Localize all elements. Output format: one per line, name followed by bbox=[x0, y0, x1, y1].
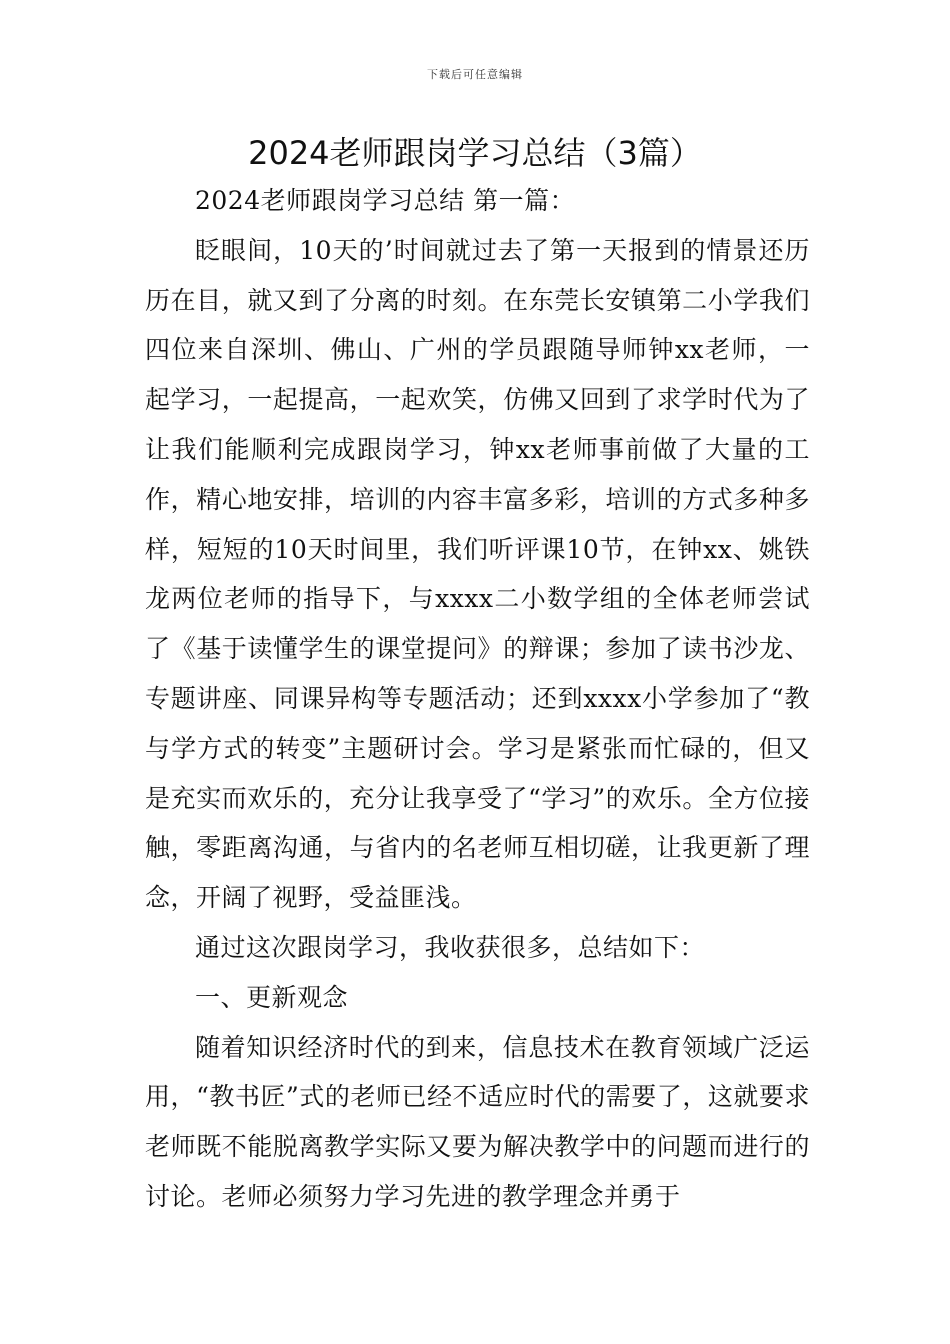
section-paragraph: 随着知识经济时代的到来，信息技术在教育领域广泛运用，“教书匠”式的老师已经不适应时代的需要了，这就要求老师既不能脱离教学实际又要为解决教学中的问题而进行的讨论。老师必须努力学习先进的教学理念并勇于 bbox=[145, 1032, 810, 1211]
paragraph-1: 眨眼间，10天的’时间就过去了第一天报到的情景还历历在目，就又到了分离的时刻。在东莞长安镇第二小学我们四位来自深圳、佛山、广州的学员跟随导师钟xx老师，一起学习，一起提高，一起欢笑，仿佛又回到了求学时代为了让我们能顺利完成跟岗学习，钟xx老师事前做了大量的工作，精心地安排，培训的内容丰富多彩，培训的方式多种多样，短短的10天时间里，我们听评课10节，在钟xx、姚铁龙两位老师的指导下，与xxxx二小数学组的全体老师尝试了《基于读懂学生的课堂提问》的辩课；参加了读书沙龙、专题讲座、同课异构等专题活动；还到xxxx小学参加了“教与学方式的转变”主题研讨会。学习是紧张而忙碌的，但又是充实而欢乐的，充分让我享受了“学习”的欢乐。全方位接触，零距离沟通，与省内的名老师互相切磋，让我更新了理念，开阔了视野，受益匪浅。 bbox=[145, 235, 810, 913]
subtitle-line: 2024老师跟岗学习总结 第一篇： bbox=[195, 186, 576, 215]
document-title: 2024老师跟岗学习总结（3篇） bbox=[248, 134, 702, 172]
header-note: 下载后可任意编辑 bbox=[427, 68, 523, 81]
paragraph-2: 通过这次跟岗学习，我收获很多，总结如下： bbox=[195, 932, 706, 962]
section-heading: 一、更新观念 bbox=[195, 982, 349, 1012]
document-body bbox=[145, 176, 810, 1222]
